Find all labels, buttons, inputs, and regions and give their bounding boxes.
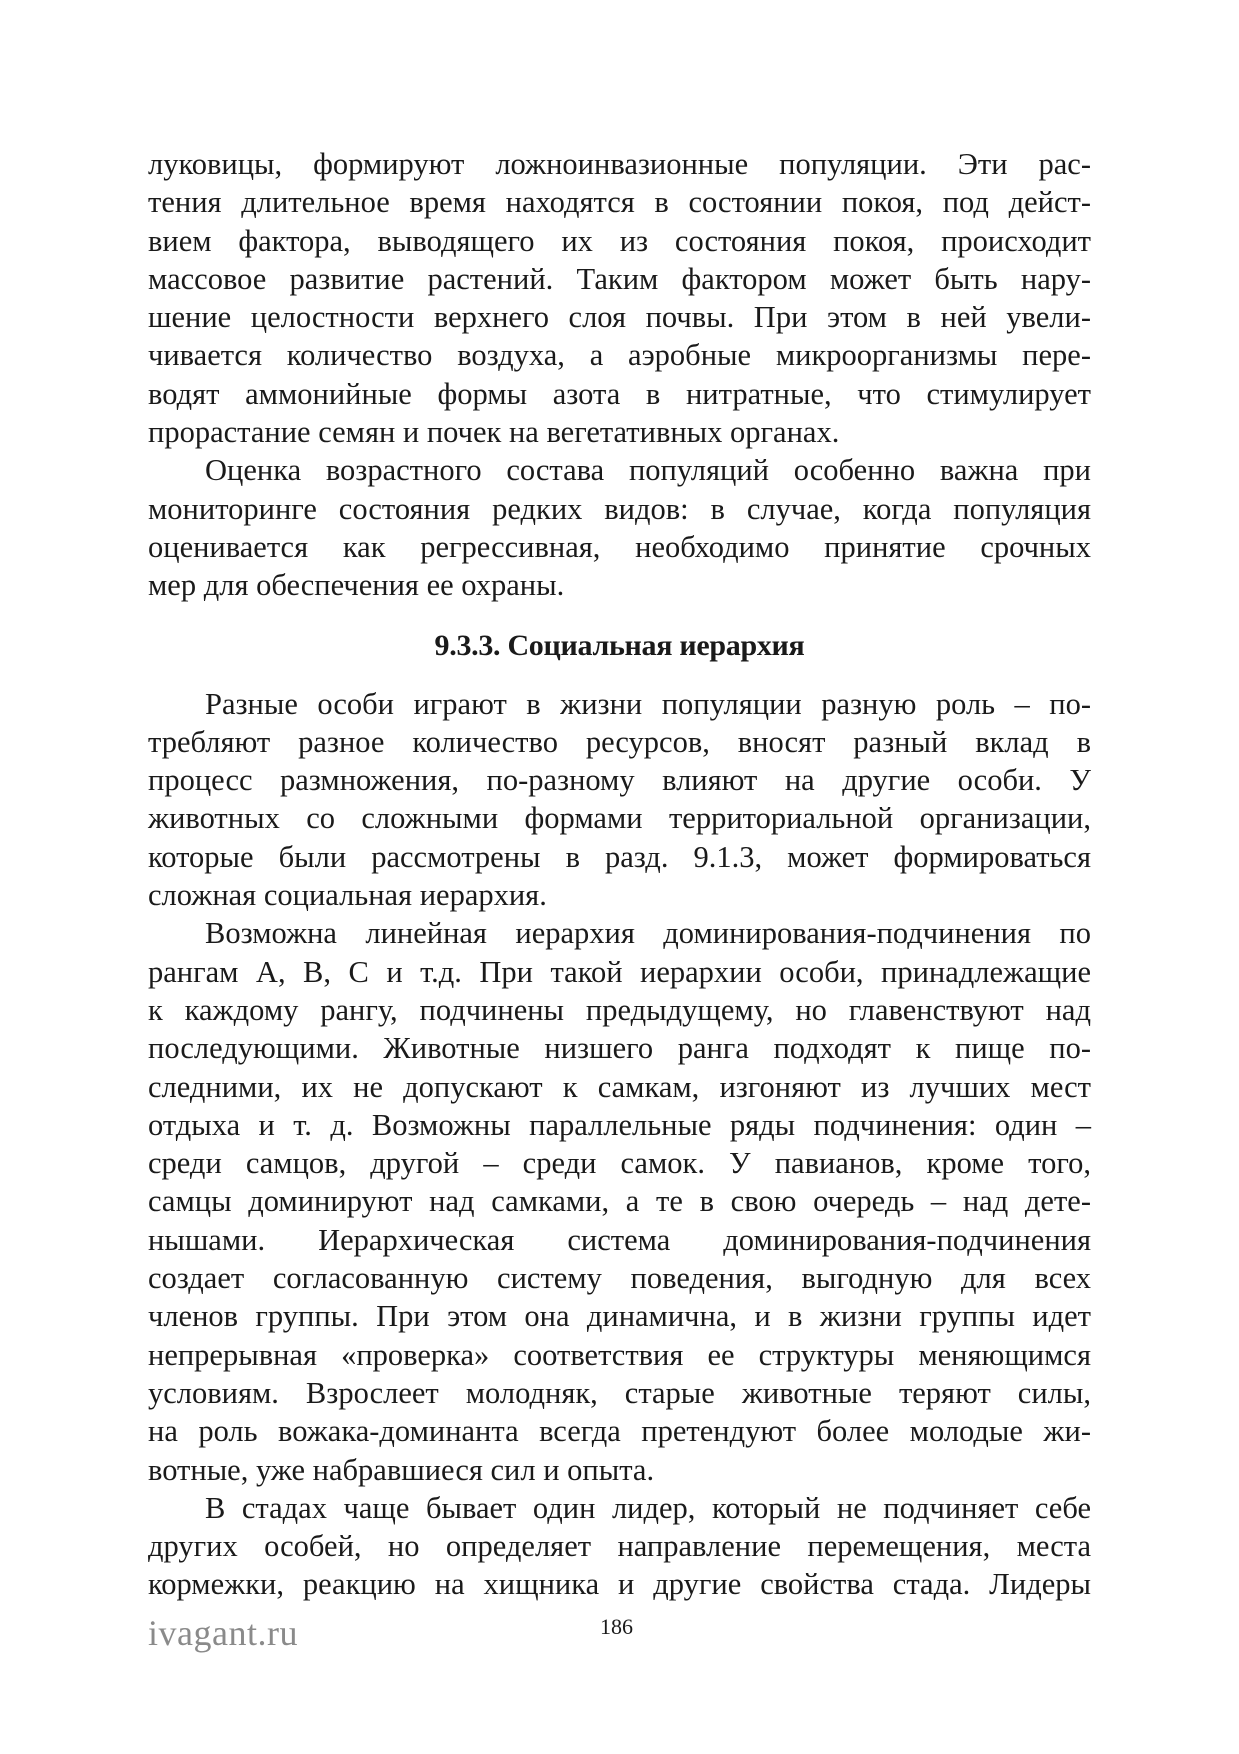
text-line: требляют разное количество ресурсов, вносят разный вклад в (148, 724, 1091, 759)
paragraph-p2 (148, 451, 1091, 604)
text-line: других особей, но определяет направление перемещения, места (148, 1529, 1091, 1564)
text-line: последующими. Животные низшего ранга подходят к пище по- (148, 1031, 1091, 1066)
watermark: ivagant.ru (148, 1613, 298, 1653)
text-line: к каждому рангу, подчинены предыдущему, но главенствуют над (148, 992, 1091, 1027)
text-line: нышами. Иерархическая система доминирования-подчинения (148, 1222, 1091, 1257)
text-line: Возможна линейная иерархия доминирования-подчинения по (205, 916, 1091, 951)
text-line: прорастание семян и почек на вегетативных органах. (148, 415, 840, 450)
text-line: мониторинге состояния редких видов: в случае, когда популяция (148, 491, 1091, 526)
text-line: вотные, уже набравшиеся сил и опыта. (148, 1452, 655, 1487)
text-line: луковицы, формируют ложноинвазионные популяции. Эти рас- (148, 147, 1091, 181)
text-line: среди самцов, другой – среди самок. У павианов, кроме того, (148, 1146, 1091, 1181)
text-line: следними, их не допускают к самкам, изгоняют из лучших мест (148, 1069, 1091, 1104)
text-line: водят аммонийные формы азота в нитратные, что стимулирует (148, 376, 1091, 411)
text-line: шение целостности верхнего слоя почвы. При этом в ней увели- (148, 300, 1091, 335)
text-line: кормежки, реакцию на хищника и другие свойства стада. Лидеры (148, 1567, 1091, 1602)
text-line: рангам А, В, С и т.д. При такой иерархии особи, принадлежащие (148, 954, 1091, 989)
text-line: животных со сложными формами территориальной организации, (148, 801, 1091, 836)
text-line: процесс размножения, по-разному влияют на другие особи. У (148, 763, 1091, 798)
text-line: вием фактора, выводящего их из состояния покоя, происходит (148, 223, 1091, 258)
paragraph-p1 (148, 145, 1091, 451)
text-line: которые были рассмотрены в разд. 9.1.3, может формироваться (148, 839, 1091, 874)
text-line: Оценка возрастного состава популяций особенно важна при (205, 453, 1091, 488)
text-line: чивается количество воздуха, а аэробные микроорганизмы пере- (148, 338, 1091, 373)
text-line: условиям. Взрослеет молодняк, старые животные теряют силы, (148, 1375, 1091, 1410)
paragraph-p5 (148, 1489, 1091, 1604)
bottom-section (148, 685, 1091, 1604)
paragraph-p3 (148, 685, 1091, 915)
text-line: оценивается как регрессивная, необходимо принятие срочных (148, 529, 1091, 564)
page-number: 186 (600, 1614, 633, 1639)
text-line: на роль вожака-доминанта всегда претендуют более молодые жи- (148, 1414, 1091, 1449)
text-line: непрерывная «проверка» соответствия ее структуры меняющимся (148, 1337, 1091, 1372)
text-line: сложная социальная иерархия. (148, 878, 547, 913)
text-line: мер для обеспечения ее охраны. (148, 568, 565, 603)
text-line: самцы доминируют над самками, а те в свою очередь – над дете- (148, 1184, 1091, 1219)
text-line: Разные особи играют в жизни популяции разную роль – по- (205, 686, 1091, 721)
paragraph-p4 (148, 914, 1091, 1488)
top-section (148, 145, 1091, 605)
text-line: создает согласованную систему поведения, выгодную для всех (148, 1261, 1091, 1296)
text-line: массовое развитие растений. Таким фактором может быть нару- (148, 261, 1091, 296)
text-line: членов группы. При этом она динамична, и в жизни группы идет (148, 1299, 1091, 1334)
text-line: тения длительное время находятся в состоянии покоя, под дейст- (148, 185, 1091, 220)
text-line: В стадах чаще бывает один лидер, который не подчиняет себе (205, 1490, 1091, 1525)
page-body (148, 145, 1091, 1604)
text-line: отдыха и т. д. Возможны параллельные ряды подчинения: один – (148, 1107, 1091, 1142)
section-heading: 9.3.3. Социальная иерархия (434, 628, 805, 662)
